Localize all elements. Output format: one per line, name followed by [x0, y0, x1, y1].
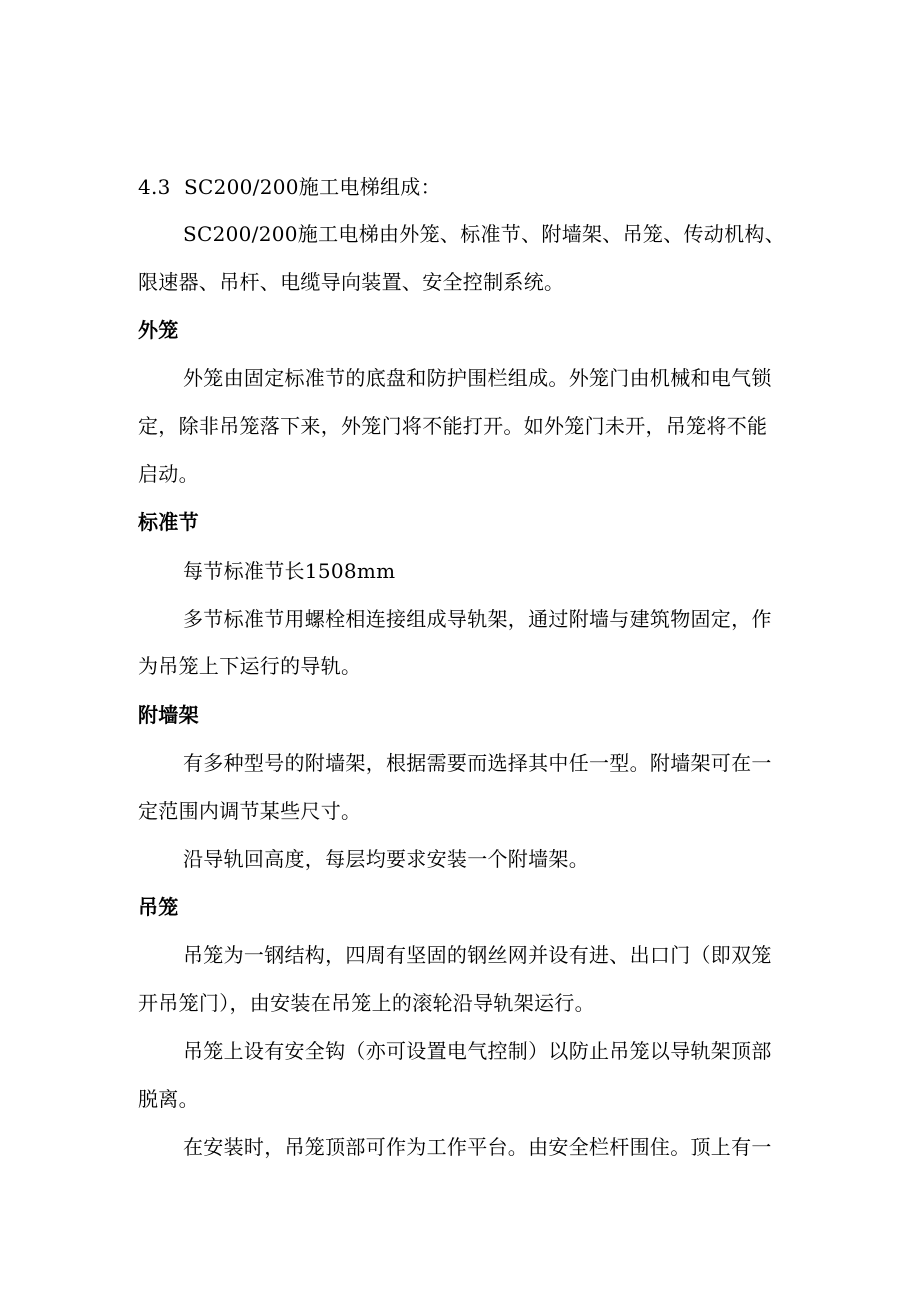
- outer-cage-text-line-3: 启动。: [138, 462, 199, 486]
- standard-section-text-line-1: 多节标准节用螺栓相连接组成导轨架，通过附墙与建筑物固定，作: [183, 607, 772, 631]
- cage-text-line-3: 吊笼上设有安全钩（亦可设置电气控制）以防止吊笼以导轨架顶部: [183, 1039, 772, 1063]
- section-title: SC200/200施工电梯组成：: [184, 175, 441, 199]
- section-number: 4.3: [138, 175, 171, 199]
- section-heading: [138, 173, 441, 201]
- outer-cage-text-line-2: 定，除非吊笼落下来，外笼门将不能打开。如外笼门未开，吊笼将不能: [138, 414, 768, 438]
- cage-text-line-5: 在安装时，吊笼顶部可作为工作平台。由安全栏杆围住。顶上有一: [183, 1135, 772, 1159]
- wall-bracket-text-line-2: 定范围内调节某些尺寸。: [138, 799, 362, 823]
- standard-section-heading: 标准节: [138, 510, 199, 534]
- wall-bracket-text-line-3: 沿导轨回高度，每层均要求安装一个附墙架。: [183, 847, 589, 871]
- wall-bracket-text-line-1: 有多种型号的附墙架，根据需要而选择其中任一型。附墙架可在一: [183, 751, 772, 775]
- cage-text-line-4: 脱离。: [138, 1087, 199, 1111]
- standard-section-length-line: 每节标准节长1508mm: [183, 559, 396, 583]
- cage-text-line-2: 开吊笼门），由安装在吊笼上的滚轮沿导轨架运行。: [138, 991, 595, 1015]
- cage-heading: 吊笼: [138, 895, 179, 919]
- intro-line-1: SC200/200施工电梯由外笼、标准节、附墙架、吊笼、传动机构、: [183, 222, 785, 246]
- outer-cage-text-line-1: 外笼由固定标准节的底盘和防护围栏组成。外笼门由机械和电气锁: [183, 366, 772, 390]
- intro-line-2: 限速器、吊杆、电缆导向装置、安全控制系统。: [138, 270, 565, 294]
- cage-text-line-1: 吊笼为一钢结构，四周有坚固的钢丝网并设有进、出口门（即双笼: [183, 943, 772, 967]
- standard-section-text-line-2: 为吊笼上下运行的导轨。: [138, 654, 362, 678]
- outer-cage-heading: 外笼: [138, 318, 179, 342]
- wall-bracket-heading: 附墙架: [138, 703, 199, 727]
